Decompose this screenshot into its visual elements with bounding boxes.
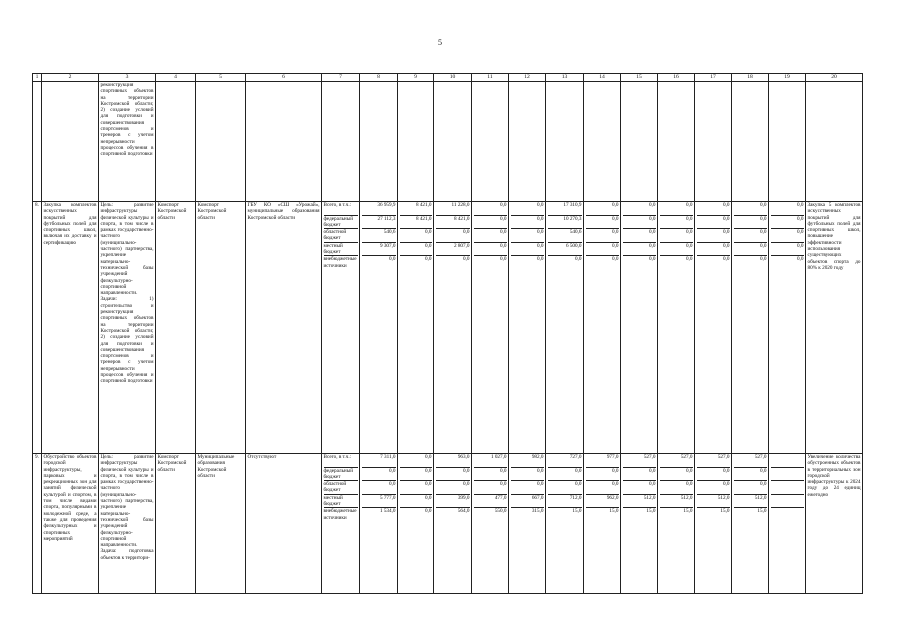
funding-value: 399,0 [436, 495, 470, 509]
participants: ГБУ КО «СШ «Урожай», муниципальные образования Костромской области [246, 202, 322, 454]
header-col-5: 5 [196, 74, 246, 82]
funding-values-col-13 [546, 202, 584, 454]
funding-values-col-10 [434, 202, 472, 454]
funding-value: 0,0 [400, 243, 432, 257]
measure-name: Закупка комплектов искусственных покрытий для футбольных полей для спортивных школ, включая их доставку и сертификацию [42, 202, 99, 454]
funding-values-col-11 [472, 454, 509, 594]
row-number: 9. [33, 454, 42, 594]
funding-value: 963,0 [436, 454, 470, 468]
funding-values-col-12 [509, 454, 546, 594]
funding-value: 315,0 [531, 508, 544, 515]
funding-value: 712,0 [548, 495, 582, 509]
funding-source-label: областной бюджет [324, 229, 358, 243]
funding-value: 0,0 [537, 256, 544, 263]
header-row [33, 74, 863, 82]
funding-value: 0,0 [586, 229, 619, 243]
funding-value: 0,0 [660, 229, 693, 243]
funding-values-col-8 [360, 202, 398, 454]
funding-values-col-14 [584, 202, 621, 454]
header-col-6: 6 [246, 74, 322, 82]
funding-values-col-18 [732, 454, 769, 594]
header-col-4: 4 [156, 74, 196, 82]
funding-value: 0,0 [474, 202, 507, 216]
program-table [32, 73, 863, 594]
funding-value: 0,0 [771, 216, 804, 230]
funding-value: 0,0 [511, 468, 544, 482]
funding-value: 15,0 [609, 508, 619, 515]
expected-result: Увеличение количества обустроенных объектов в территориальных зон городской инфраструктуры к 2024 году до 24 единиц ежегодно [806, 454, 863, 594]
funding-value: 0,0 [548, 468, 582, 482]
funding-value: 0,0 [400, 481, 432, 495]
funding-source-label: местный бюджет [324, 243, 358, 257]
funding-source-label: областной бюджет [324, 481, 358, 495]
header-col-7: 7 [322, 74, 360, 82]
funding-value: 0,0 [686, 256, 693, 263]
funding-value: 8 421,0 [400, 216, 432, 230]
funding-value: 512,0 [623, 495, 656, 509]
funding-value: 15,0 [757, 508, 767, 515]
funding-value: 550,0 [494, 508, 507, 515]
row-number: 8. [33, 202, 42, 454]
funding-value: 0,0 [474, 468, 507, 482]
funding-source-label: Всего, в т.ч.: [324, 202, 358, 216]
funding-value: 512,0 [660, 495, 693, 509]
responsible-executor: Комспорт Костромской области [156, 454, 196, 594]
funding-value: 0,0 [734, 468, 767, 482]
funding-value: 0,0 [400, 229, 432, 243]
funding-value: 0,0 [400, 468, 432, 482]
funding-value: 0,0 [500, 256, 507, 263]
funding-sources [322, 454, 360, 594]
header-col-2: 2 [42, 74, 99, 82]
measure-goal: Цель: развитие инфраструктуры физической культуры и спорта, в том числе в рамках государственно-частного (муниципально-частного) партнерства, укрепление материально-технической базы учреждений физкультурно-спортивной направленности. Задачи: 1) строительство и реконструкция спортивных объектов на территории Костромской области; 2) создание условий для подготовки и совершенствования спортсменов и тренеров с учетом непрерывности процессов обучения и спортивной подготовки [99, 202, 156, 454]
funding-value: 5 777,0 [362, 495, 396, 509]
funding-value: 0,0 [425, 508, 432, 515]
funding-values-col-16 [658, 202, 695, 454]
funding-values-col-12 [509, 202, 546, 454]
funding-value: 0,0 [575, 256, 582, 263]
funding-value: 0,0 [623, 481, 656, 495]
funding-values-col-14 [584, 454, 621, 594]
funding-value: 1 534,0 [379, 508, 396, 515]
funding-value: 1 027,0 [474, 454, 507, 468]
funding-value: 6 500,0 [548, 243, 582, 257]
funding-value: 977,0 [586, 454, 619, 468]
funding-value: 982,0 [511, 454, 544, 468]
funding-values-col-11 [472, 202, 509, 454]
funding-value: 727,0 [548, 454, 582, 468]
funding-value: 0,0 [734, 202, 767, 216]
funding-value: 0,0 [400, 454, 432, 468]
participants: Отсутствуют [246, 454, 322, 594]
funding-value: 11 228,0 [436, 202, 470, 216]
funding-values-col-9 [398, 202, 434, 454]
program-row [33, 202, 863, 454]
funding-value: 10 270,3 [548, 216, 582, 230]
funding-value: 2 807,0 [436, 243, 470, 257]
funding-value: 512,0 [697, 495, 730, 509]
funding-value: 0,0 [436, 481, 470, 495]
funding-value: 527,0 [623, 454, 656, 468]
funding-value: 0,0 [734, 216, 767, 230]
header-col-1: 1 [33, 74, 42, 82]
funding-source-label: местный бюджет [324, 495, 358, 509]
funding-value: 0,0 [760, 256, 767, 263]
header-col-18: 18 [732, 74, 769, 82]
funding-value [771, 508, 804, 521]
funding-value [771, 481, 804, 495]
funding-value: 0,0 [660, 243, 693, 257]
funding-value: 0,0 [771, 229, 804, 243]
header-col-8: 8 [360, 74, 398, 82]
funding-value: 0,0 [511, 229, 544, 243]
header-col-13: 13 [546, 74, 584, 82]
funding-value: 0,0 [697, 468, 730, 482]
funding-value: 36 959,9 [362, 202, 396, 216]
expected-result: Закупка 5 комплектов искусственных покрытий для футбольных полей для спортивных школ, повышение эффективности использования существующих объектов спорта до 80% к 2020 году [806, 202, 863, 454]
funding-source-label: внебюджетные источники [323, 256, 357, 269]
funding-value: 0,0 [511, 481, 544, 495]
funding-value: 0,0 [734, 243, 767, 257]
funding-value: 0,0 [660, 216, 693, 230]
header-col-11: 11 [472, 74, 509, 82]
measure-name: Обустройство объектов городской инфраструктуры, парковых и рекреационных зон для занятий физической культурой и спортом, в том числе видами спорта, популярными в молодежной среде, а также для проведения физкультурных и спортивных мероприятий [42, 454, 99, 594]
funding-value: 0,0 [734, 229, 767, 243]
header-col-3: 3 [99, 74, 156, 82]
funding-value: 0,0 [586, 468, 619, 482]
funding-values-col-9 [398, 454, 434, 594]
header-col-14: 14 [584, 74, 621, 82]
funding-value: 0,0 [586, 202, 619, 216]
funding-value: 0,0 [548, 481, 582, 495]
funding-value: 0,0 [660, 202, 693, 216]
funding-value [771, 495, 804, 509]
funding-value: 0,0 [660, 468, 693, 482]
funding-value: 15,0 [683, 508, 693, 515]
funding-value: 0,0 [623, 229, 656, 243]
funding-value: 477,0 [474, 495, 507, 509]
funding-value: 0,0 [586, 243, 619, 257]
funding-value: 0,0 [797, 256, 804, 263]
funding-value: 0,0 [511, 202, 544, 216]
funding-value: 0,0 [697, 229, 730, 243]
funding-value: 0,0 [362, 468, 396, 482]
funding-value: 527,0 [734, 454, 767, 468]
funding-value: 0,0 [649, 256, 656, 263]
funding-value: 0,0 [612, 256, 619, 263]
header-col-20: 20 [806, 74, 863, 82]
funding-value [771, 454, 804, 468]
funding-value: 0,0 [623, 468, 656, 482]
funding-value: 527,0 [697, 454, 730, 468]
funding-values-col-8 [360, 454, 398, 594]
funding-value: 0,0 [463, 256, 470, 263]
funding-value: 0,0 [660, 481, 693, 495]
funding-values-col-16 [658, 454, 695, 594]
funding-value: 7 311,0 [362, 454, 396, 468]
funding-source-label: Всего, в т.ч.: [324, 454, 358, 468]
funding-values-col-15 [621, 454, 658, 594]
responsible-executor: Комспорт Костромской области [156, 202, 196, 454]
funding-value: 540,6 [548, 229, 582, 243]
funding-sources [322, 202, 360, 454]
co-executor: Муниципальные образования Костромской области [196, 454, 246, 594]
funding-value: 0,0 [511, 243, 544, 257]
funding-value: 27 112,3 [362, 216, 396, 230]
continuation-goal-text: реконструкция спортивных объектов на территории Костромской области; 2) создание условий для подготовки и совершенствования спортсменов и тренеров с учетом непрерывности процессов обучения в спортивной подготовки [99, 82, 156, 202]
funding-value: 0,0 [697, 216, 730, 230]
funding-values-col-10 [434, 454, 472, 594]
funding-value: 527,0 [660, 454, 693, 468]
funding-value: 0,0 [400, 495, 432, 509]
funding-value: 0,0 [623, 243, 656, 257]
funding-value: 8 421,0 [436, 216, 470, 230]
header-col-19: 19 [769, 74, 806, 82]
funding-value: 0,0 [623, 216, 656, 230]
funding-value: 0,0 [586, 481, 619, 495]
funding-values-col-17 [695, 454, 732, 594]
funding-value: 667,0 [511, 495, 544, 509]
funding-value: 0,0 [623, 202, 656, 216]
funding-source-label: внебюджетные источники [323, 508, 357, 521]
funding-source-label: федеральный бюджет [324, 468, 358, 482]
funding-value: 0,0 [389, 256, 396, 263]
funding-value: 0,0 [697, 481, 730, 495]
funding-value: 0,0 [771, 202, 804, 216]
funding-value: 0,0 [474, 216, 507, 230]
header-col-17: 17 [695, 74, 732, 82]
funding-value: 0,0 [474, 243, 507, 257]
funding-values-col-15 [621, 202, 658, 454]
funding-values-col-18 [732, 202, 769, 454]
funding-value: 0,0 [362, 481, 396, 495]
funding-value: 564,0 [457, 508, 470, 515]
co-executor: Комспорт Костромской области [196, 202, 246, 454]
funding-value: 0,0 [771, 243, 804, 257]
measure-goal: Цель: развитие инфраструктуры физической культуры и спорта, в том числе в рамках государственно-частного (муниципально-частного) партнерства, укрепление материально-технической базы учреждений физкультурно-спортивной направленности. Задача: подготовка объектов к территори- [99, 454, 156, 594]
funding-values-col-19 [769, 202, 806, 454]
funding-value: 512,0 [734, 495, 767, 509]
funding-value: 0,0 [474, 229, 507, 243]
header-col-16: 16 [658, 74, 695, 82]
funding-value: 8 421,0 [400, 202, 432, 216]
header-col-15: 15 [621, 74, 658, 82]
funding-value: 0,0 [474, 481, 507, 495]
funding-value: 0,0 [425, 256, 432, 263]
program-row [33, 454, 863, 594]
funding-values-col-13 [546, 454, 584, 594]
funding-value: 15,0 [572, 508, 582, 515]
funding-value: 15,0 [720, 508, 730, 515]
funding-value: 540,6 [362, 229, 396, 243]
funding-value: 962,0 [586, 495, 619, 509]
funding-value: 0,0 [511, 216, 544, 230]
funding-value: 0,0 [697, 243, 730, 257]
funding-value: 9 307,0 [362, 243, 396, 257]
funding-values-col-19 [769, 454, 806, 594]
funding-values-col-17 [695, 202, 732, 454]
funding-value: 0,0 [436, 468, 470, 482]
funding-value: 0,0 [723, 256, 730, 263]
header-col-10: 10 [434, 74, 472, 82]
funding-source-label: федеральный бюджет [324, 216, 358, 230]
funding-value [771, 468, 804, 482]
continuation-row [33, 82, 863, 202]
funding-value: 15,0 [646, 508, 656, 515]
header-col-9: 9 [398, 74, 434, 82]
funding-value: 0,0 [734, 481, 767, 495]
header-col-12: 12 [509, 74, 546, 82]
funding-value: 0,0 [697, 202, 730, 216]
funding-value: 17 310,9 [548, 202, 582, 216]
funding-value: 0,0 [436, 229, 470, 243]
page-number: 5 [438, 38, 442, 47]
funding-value: 0,0 [586, 216, 619, 230]
